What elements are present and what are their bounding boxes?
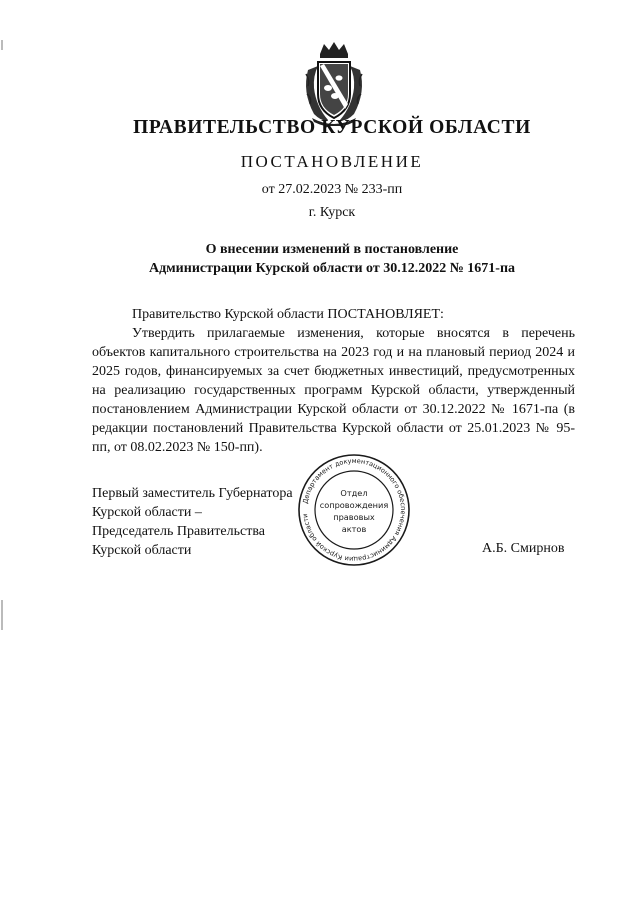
signatory-position-line-1: Первый заместитель Губернатора [92,486,293,501]
body-preamble: Правительство Курской области ПОСТАНОВЛЯЕТ: [132,307,444,322]
document-city: г. Курск [308,205,356,220]
document-subject [12,240,640,278]
signatory-position-line-2: Курской области – [92,505,202,520]
signatory-position-line-4: Курской области [92,543,192,558]
stamp-inner-line-2: сопровождения [319,500,389,510]
subject-line-2: Администрации Курской области от 30.12.2022 № 1671-па [148,261,516,276]
scan-margin-mark [1,40,3,50]
stamp-inner-line-4: актов [341,524,367,534]
scan-margin-mark [1,600,3,630]
stamp-inner-line-3: правовых [333,512,375,522]
document-body [92,305,575,457]
stamp-inner-line-1: Отдел [340,488,368,498]
signatory-position-line-3: Председатель Правительства [92,524,265,539]
official-stamp [296,452,412,568]
signatory-name: А.Б. Смирнов [482,541,565,556]
document-type: ПОСТАНОВЛЕНИЕ [240,152,424,171]
stamp-outer-text: Департамент документационного обеспечения Администрации Курской области [301,456,408,564]
kursk-coat-of-arms-icon [298,40,370,126]
government-title: ПРАВИТЕЛЬСТВО КУРСКОЙ ОБЛАСТИ [133,117,531,138]
subject-line-1: О внесении изменений в постановление [205,242,459,257]
document-date-number: от 27.02.2023 № 233-пп [261,182,403,197]
body-resolution: Утвердить прилагаемые изменения, которые вносятся в перечень объектов капитального строительства на 2023 год и на плановый период 2024 и 2025 годов, финансируемых за счет бюджетных инвестиций, предусмотренных на реализацию государственных программ Курской области, утвержденный постановлением Администрации Курской области от 30.12.2022 № 1671-па (в редакции постановлений Правительства Курской области от 25.01.2023 № 95-пп, от 08.02.2023 № 150-пп). [92,326,575,455]
